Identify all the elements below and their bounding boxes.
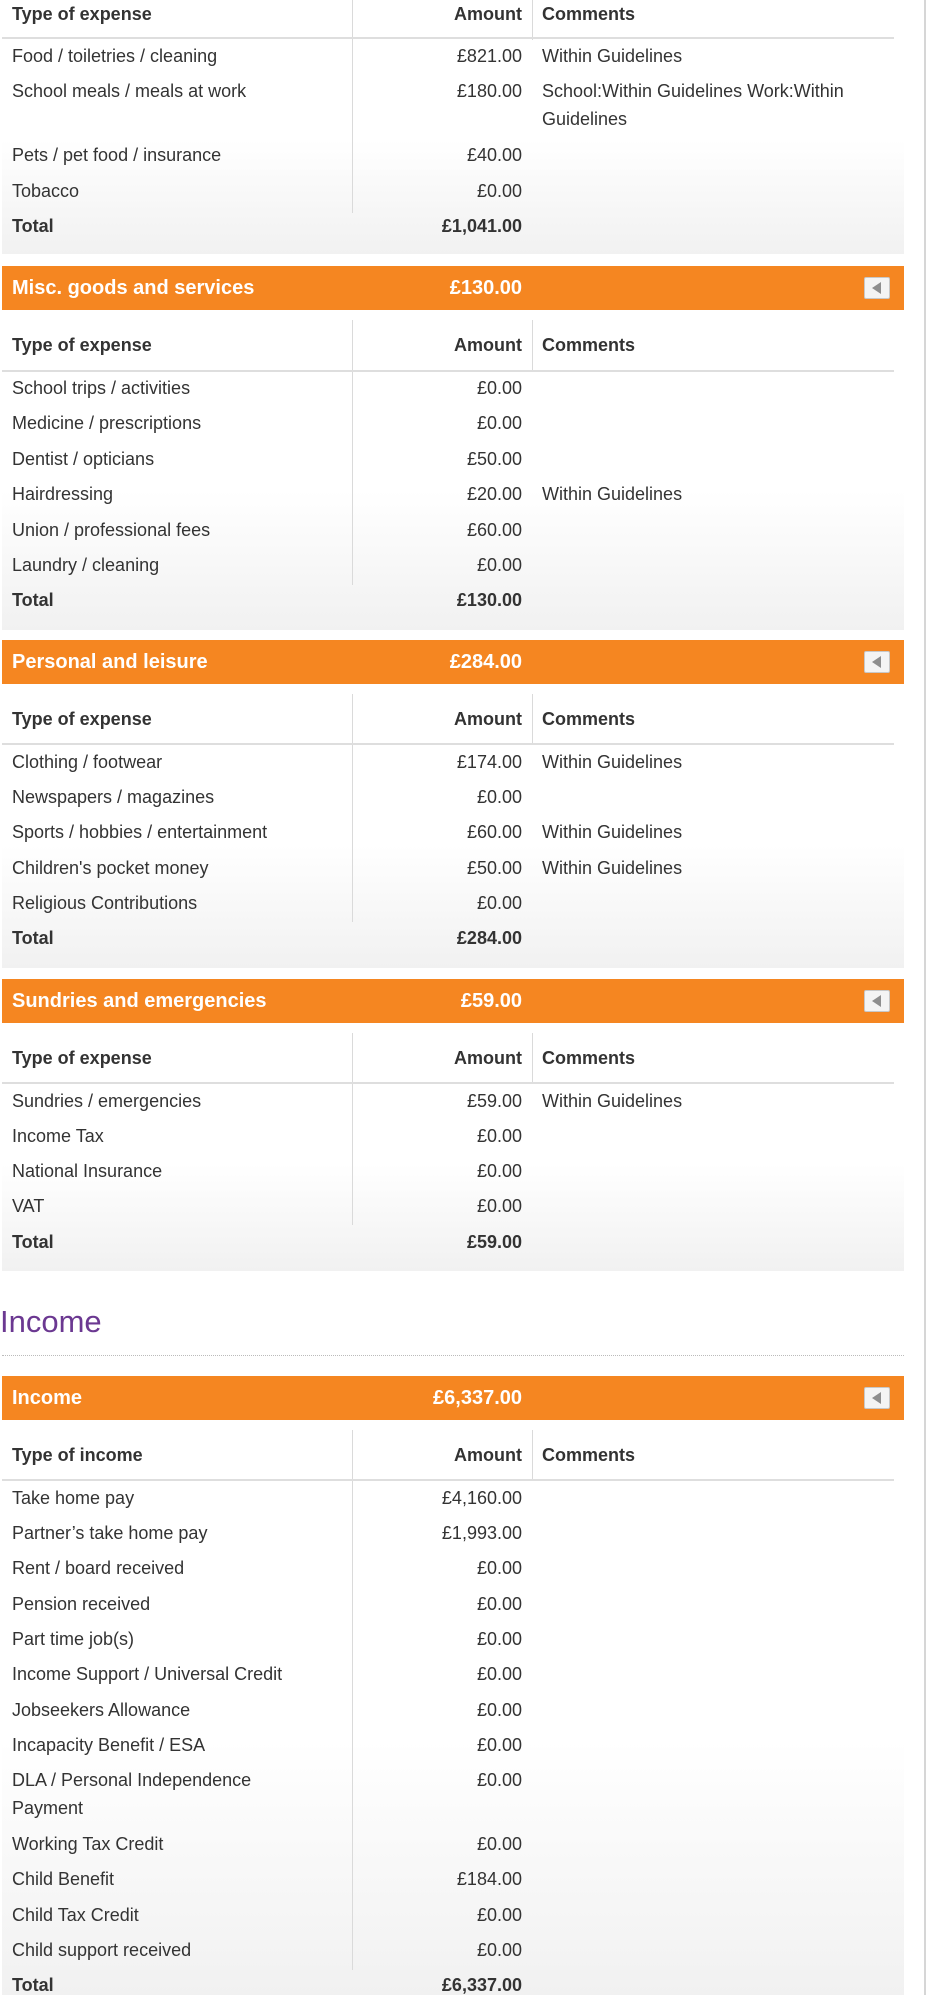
expense-amount: £0.00 <box>476 181 522 201</box>
expense-type: Newspapers / magazines <box>12 787 215 807</box>
income-table <box>2 1430 904 1995</box>
expense-comment: Within Guidelines <box>542 46 683 66</box>
total-amount: £1,041.00 <box>441 216 522 236</box>
expense-comment: Within Guidelines <box>542 484 683 504</box>
expense-comment: Within Guidelines <box>542 822 683 842</box>
income-amount: £1,993.00 <box>441 1523 522 1543</box>
expense-amount: £180.00 <box>456 81 522 101</box>
expense-type: School trips / activities <box>12 378 191 398</box>
income-type: DLA / Personal Independence Payment <box>12 1770 252 1818</box>
income-amount: £0.00 <box>476 1905 522 1925</box>
amount-column-header: Amount <box>454 1445 522 1465</box>
total-label: Total <box>12 928 54 948</box>
expense-type: Hairdressing <box>12 484 114 504</box>
panel-total-amount: £130.00 <box>449 277 522 299</box>
amount-column-header: Amount <box>454 709 522 729</box>
income-type: Child support received <box>12 1940 192 1960</box>
sundries-table <box>2 1033 904 1271</box>
expense-comment: Within Guidelines <box>542 752 683 772</box>
type-column-header: Type of expense <box>12 4 152 24</box>
income-amount: £184.00 <box>456 1869 522 1889</box>
total-amount: £284.00 <box>456 928 522 948</box>
type-column-header: Type of income <box>12 1445 143 1465</box>
income-amount: £0.00 <box>476 1664 522 1684</box>
income-type: Partner’s take home pay <box>12 1523 208 1543</box>
expense-amount: £59.00 <box>466 1091 522 1111</box>
income-amount: £0.00 <box>476 1735 522 1755</box>
expense-amount: £0.00 <box>476 893 522 913</box>
expense-amount: £0.00 <box>476 1161 522 1181</box>
expense-amount: £20.00 <box>466 484 522 504</box>
expense-type: Dentist / opticians <box>12 449 155 469</box>
collapse-arrow-icon[interactable] <box>864 990 890 1012</box>
expense-amount: £60.00 <box>466 822 522 842</box>
collapse-arrow-icon[interactable] <box>864 277 890 299</box>
panel-total-amount: £284.00 <box>449 651 522 673</box>
expense-type: VAT <box>12 1196 45 1216</box>
income-type: Take home pay <box>12 1488 135 1508</box>
collapse-arrow-icon[interactable] <box>864 1387 890 1409</box>
expense-amount: £174.00 <box>456 752 522 772</box>
expense-type: Income Tax <box>12 1126 104 1146</box>
misc-goods-panel-header[interactable] <box>2 266 904 310</box>
total-amount: £59.00 <box>466 1232 522 1252</box>
income-section-heading: Income <box>0 1304 102 1339</box>
amount-column-header: Amount <box>454 335 522 355</box>
panel-title: Misc. goods and services <box>12 277 255 299</box>
income-type: Part time job(s) <box>12 1629 135 1649</box>
income-amount: £0.00 <box>476 1940 522 1960</box>
type-column-header: Type of expense <box>12 709 152 729</box>
expense-type: Pets / pet food / insurance <box>12 145 222 165</box>
household-expenses-table <box>2 0 904 254</box>
expense-type: Sports / hobbies / entertainment <box>12 822 268 842</box>
income-type: Working Tax Credit <box>12 1834 164 1854</box>
expense-amount: £0.00 <box>476 1126 522 1146</box>
expense-amount: £0.00 <box>476 378 522 398</box>
panel-total-amount: £59.00 <box>460 990 522 1012</box>
total-amount: £130.00 <box>456 590 522 610</box>
expense-comment: School:Within Guidelines Work:Within Guidelines <box>542 81 844 129</box>
income-type: Child Benefit <box>12 1869 115 1889</box>
type-column-header: Type of expense <box>12 335 152 355</box>
income-type: Jobseekers Allowance <box>12 1700 191 1720</box>
expense-type: National Insurance <box>12 1161 163 1181</box>
expense-type: Children's pocket money <box>12 858 209 878</box>
expense-type: Medicine / prescriptions <box>12 413 202 433</box>
income-amount: £0.00 <box>476 1629 522 1649</box>
expense-type: Clothing / footwear <box>12 752 163 772</box>
expense-comment: Within Guidelines <box>542 1091 683 1111</box>
expense-amount: £0.00 <box>476 413 522 433</box>
income-type: Income Support / Universal Credit <box>12 1664 283 1684</box>
expense-type: School meals / meals at work <box>12 81 247 101</box>
comments-column-header: Comments <box>542 335 636 355</box>
sundries-panel-header[interactable] <box>2 979 904 1023</box>
panel-total-amount: £6,337.00 <box>433 1387 522 1409</box>
income-type: Rent / board received <box>12 1558 185 1578</box>
total-label: Total <box>12 590 54 610</box>
collapse-arrow-icon[interactable] <box>864 651 890 673</box>
income-amount: £0.00 <box>476 1834 522 1854</box>
panel-title: Sundries and emergencies <box>12 990 267 1012</box>
income-type: Incapacity Benefit / ESA <box>12 1735 206 1755</box>
expense-type: Sundries / emergencies <box>12 1091 202 1111</box>
income-amount: £0.00 <box>476 1558 522 1578</box>
section-divider <box>2 1355 904 1356</box>
income-amount: £0.00 <box>476 1770 522 1790</box>
page-scrollbar-edge <box>924 0 926 1995</box>
expense-type: Laundry / cleaning <box>12 555 160 575</box>
income-type: Child Tax Credit <box>12 1905 139 1925</box>
expense-amount: £50.00 <box>466 858 522 878</box>
expense-amount: £821.00 <box>456 46 522 66</box>
panel-title: Personal and leisure <box>12 651 208 673</box>
expense-amount: £0.00 <box>476 1196 522 1216</box>
income-amount: £4,160.00 <box>441 1488 522 1508</box>
income-type: Pension received <box>12 1594 151 1614</box>
comments-column-header: Comments <box>542 1445 636 1465</box>
income-amount: £0.00 <box>476 1700 522 1720</box>
total-label: Total <box>12 1975 54 1995</box>
amount-column-header: Amount <box>454 1048 522 1068</box>
personal-leisure-table <box>2 694 904 968</box>
personal-leisure-panel-header[interactable] <box>2 640 904 684</box>
expense-type: Union / professional fees <box>12 520 211 540</box>
expense-type: Religious Contributions <box>12 893 198 913</box>
comments-column-header: Comments <box>542 709 636 729</box>
misc-goods-table <box>2 320 904 630</box>
expense-amount: £50.00 <box>466 449 522 469</box>
total-label: Total <box>12 216 54 236</box>
comments-column-header: Comments <box>542 1048 636 1068</box>
income-panel-header[interactable] <box>2 1376 904 1420</box>
expense-amount: £0.00 <box>476 555 522 575</box>
expense-type: Tobacco <box>12 181 80 201</box>
expense-type: Food / toiletries / cleaning <box>12 46 218 66</box>
total-label: Total <box>12 1232 54 1252</box>
income-amount: £0.00 <box>476 1594 522 1614</box>
type-column-header: Type of expense <box>12 1048 152 1068</box>
panel-title: Income <box>12 1387 83 1409</box>
comments-column-header: Comments <box>542 4 636 24</box>
expense-comment: Within Guidelines <box>542 858 683 878</box>
expense-amount: £0.00 <box>476 787 522 807</box>
expense-amount: £60.00 <box>466 520 522 540</box>
expense-amount: £40.00 <box>466 145 522 165</box>
total-amount: £6,337.00 <box>441 1975 522 1995</box>
amount-column-header: Amount <box>454 4 522 24</box>
